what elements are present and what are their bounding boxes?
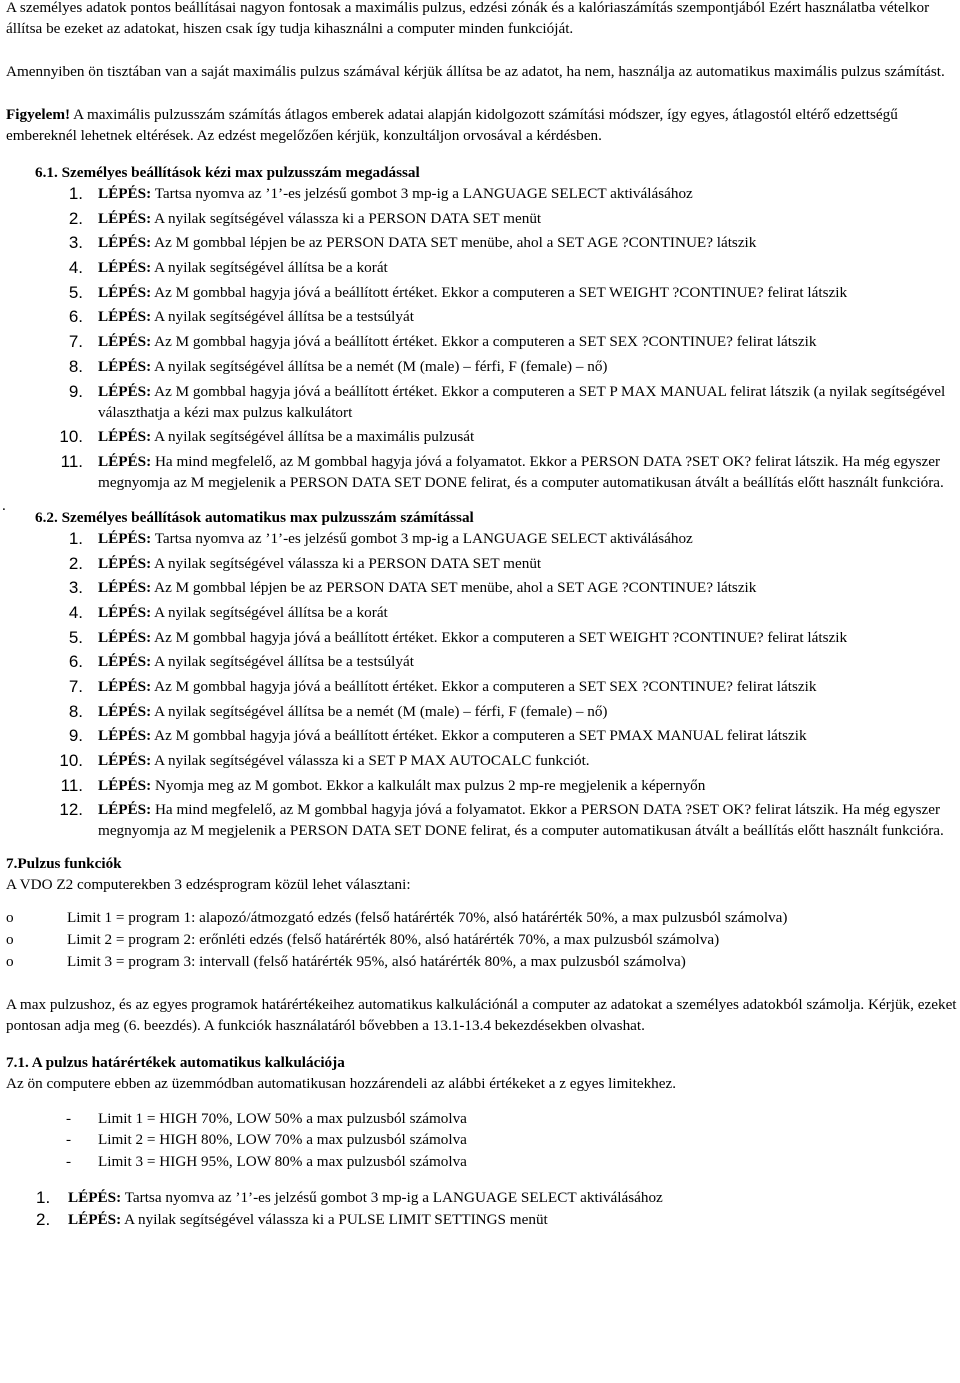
section-6-2 [2, 496, 958, 842]
step-text: A nyilak segítségével állítsa be a maximális pulzusát [151, 428, 475, 446]
list-item [6, 1209, 958, 1230]
bullet-icon: o [6, 953, 14, 971]
step-text: Az M gombbal hagyja jóvá a beállított értéket. Ekkor a computeren a SET WEIGHT ?CONTINUE? felirat látszik [151, 283, 848, 301]
step-number: 2. [68, 553, 83, 573]
dash-icon: - [66, 1152, 72, 1170]
step-label: LÉPÉS: [98, 702, 152, 720]
step-number: 4. [68, 602, 83, 622]
step-text: Nyomja meg az M gombot. Ekkor a kalkulált max pulzus 2 mp-re megjelenik a képernyőn [151, 776, 706, 794]
step-text: A nyilak segítségével állítsa be a korát [151, 603, 388, 621]
step-number: 5. [68, 627, 83, 647]
section-7-paragraph: A max pulzushoz, és az egyes programok határértékeihez automatikus kalkulációnál a computer az adatokat a személyes adatokból számolja. Kérjük, ezeket pontosan adja meg (6. beezdés). A funkciók használatáról bővebben a 13.1-13.4 bekezdésekben olvashat. [6, 996, 957, 1035]
section-7-1-intro: Az ön computere ebben az üzemmódban automatikusan hozzárendeli az alábbi értékeket a z egyes limitekhez. [6, 1075, 677, 1093]
step-text: Tartsa nyomva az ’1’-es jelzésű gombot 3 mp-ig a LANGUAGE SELECT aktiválásához [151, 185, 693, 202]
step-number: 7. [68, 332, 83, 352]
step-item [35, 208, 958, 229]
step-text: A nyilak segítségével állítsa be a nemét (M (male) – férfi, F (female) – nő) [151, 357, 608, 375]
step-text: A nyilak segítségével állítsa be a korát [151, 259, 388, 277]
step-item [35, 331, 958, 352]
step-item [35, 651, 958, 672]
step-item [35, 356, 958, 377]
step-number: 9. [68, 381, 83, 401]
program-text: Limit 3 = program 3: intervall (felső határérték 95%, alsó határérték 80%, a max pulzusból számolva) [67, 953, 686, 971]
step-text: Az M gombbal hagyja jóvá a beállított értéket. Ekkor a computeren a SET SEX ?CONTINUE? felirat látszik [151, 678, 817, 695]
step-label: LÉPÉS: [68, 1188, 122, 1206]
dash-icon: - [66, 1110, 72, 1128]
step-label: LÉPÉS: [98, 209, 152, 227]
step-item [35, 257, 958, 278]
step-number: 6. [68, 307, 83, 327]
step-number: 8. [68, 356, 83, 376]
step-number: 3. [68, 233, 83, 253]
bullet-icon: o [6, 931, 14, 949]
section-7-1-title: 7.1. A pulzus határértékek automatikus kalkulációja [6, 1054, 345, 1072]
step-item [35, 381, 958, 423]
step-item [35, 602, 958, 623]
step-number: 11. [60, 775, 83, 795]
limit-list [6, 1108, 958, 1172]
section-6-1 [35, 162, 958, 493]
step-label: LÉPÉS: [98, 579, 152, 597]
step-label: LÉPÉS: [98, 554, 152, 572]
step-number: 10. [59, 751, 83, 771]
list-item [6, 1108, 958, 1129]
step-label: LÉPÉS: [98, 653, 152, 671]
stray-dot: . [2, 496, 6, 514]
step-item [35, 627, 958, 648]
step-text: Az M gombbal hagyja jóvá a beállított értéket. Ekkor a computeren a SET P MAX MANUAL felirat látszik (a nyilak segítségével választhatja a kézi max pulzus kalkulátort [98, 382, 946, 421]
step-label: LÉPÉS: [98, 752, 152, 770]
limit-text: Limit 1 = HIGH 70%, LOW 50% a max pulzusból számolva [98, 1110, 467, 1128]
step-label: LÉPÉS: [98, 308, 152, 326]
step-text: A nyilak segítségével állítsa be a testsúlyát [151, 308, 414, 326]
list-item [6, 929, 958, 950]
step-label: LÉPÉS: [98, 283, 152, 301]
step-label: LÉPÉS: [98, 678, 152, 695]
program-list [6, 907, 958, 972]
section-6-2-title: 6.2. Személyes beállítások automatikus max pulzusszám számítással [35, 508, 474, 526]
step-item [35, 183, 958, 204]
step-item [35, 676, 958, 697]
step-item [35, 701, 958, 722]
step-text: Tartsa nyomva az ’1’-es jelzésű gombot 3 mp-ig a LANGUAGE SELECT aktiválásához [151, 529, 693, 547]
step-label: LÉPÉS: [98, 529, 152, 547]
step-text: A nyilak segítségével válassza ki a PERSON DATA SET menüt [151, 554, 542, 572]
program-text: Limit 2 = program 2: erőnléti edzés (felső határérték 80%, alsó határérték 70%, a max pulzusból számolva) [67, 931, 720, 949]
bullet-icon: o [6, 909, 14, 927]
step-item [35, 775, 958, 796]
step-label: LÉPÉS: [98, 185, 152, 202]
step-text: Ha mind megfelelő, az M gombbal hagyja jóvá a folyamatot. Ekkor a PERSON DATA ?SET OK? felirat látszik. Ha még egyszer megnyomja az M megjelenik a PERSON DATA SET DONE felirat, és a computer automatikusan átvált a beállítás előtt használt funkcióra. [98, 452, 944, 491]
list-item [6, 1187, 958, 1208]
list-item [6, 1129, 958, 1150]
step-number: 1. [68, 528, 83, 548]
step-text: Az M gombbal hagyja jóvá a beállított értéket. Ekkor a computeren a SET SEX ?CONTINUE? felirat látszik [151, 333, 817, 351]
list-item [6, 907, 958, 928]
document-page [2, 0, 958, 1232]
step-number: 11. [60, 451, 83, 471]
step-label: LÉPÉS: [98, 382, 152, 400]
section-6-1-title: 6.1. Személyes beállítások kézi max pulzusszám megadással [35, 164, 420, 181]
step-text: A nyilak segítségével válassza ki a PULSE LIMIT SETTINGS menüt [121, 1211, 548, 1229]
step-item [35, 553, 958, 574]
step-text: Az M gombbal lépjen be az PERSON DATA SET menübe, ahol a SET AGE ?CONTINUE? látszik [151, 234, 757, 252]
step-item [35, 725, 958, 746]
step-label: LÉPÉS: [98, 727, 152, 745]
step-label: LÉPÉS: [98, 333, 152, 351]
step-number: 9. [68, 726, 83, 746]
step-number: 2. [68, 208, 83, 228]
step-label: LÉPÉS: [98, 776, 152, 794]
section-7 [6, 853, 958, 1036]
step-item [35, 306, 958, 327]
step-label: LÉPÉS: [68, 1211, 122, 1229]
step-number: 8. [68, 701, 83, 721]
step-number: 4. [68, 258, 83, 278]
intro-paragraph-1: A személyes adatok pontos beállításai nagyon fontosak a maximális pulzus, edzési zónák és a kalóriaszámítás szempontjából Ezért használatba vételkor állítsa be ezeket az adatokat, hiszen csak így tudja kihasználni a computer minden funkcióját. [6, 0, 930, 37]
intro-paragraph-2: Amennyiben ön tisztában van a saját maximális pulzus számával kérjük állítsa be az adatot, ha nem, használja az automatikus maximális pulzus számítást. [6, 63, 945, 80]
program-text: Limit 1 = program 1: alapozó/átmozgató edzés (felső határérték 70%, alsó határérték 50%, a max pulzusból számolva) [67, 909, 788, 927]
step-text: A nyilak segítségével állítsa be a nemét (M (male) – férfi, F (female) – nő) [151, 702, 608, 720]
step-label: LÉPÉS: [98, 234, 152, 252]
step-label: LÉPÉS: [98, 428, 152, 446]
step-text: Ha mind megfelelő, az M gombbal hagyja jóvá a folyamatot. Ekkor a PERSON DATA ?SET OK? felirat látszik. Ha még egyszer megnyomja az M megjelenik a PERSON DATA SET DONE felirat, és a computer automatikusan átvált a beállítás előtt használt funkcióra. [98, 801, 944, 840]
step-item [35, 750, 958, 771]
list-item [6, 1151, 958, 1172]
step-label: LÉPÉS: [98, 452, 152, 470]
step-text: Az M gombbal hagyja jóvá a beállított értéket. Ekkor a computeren a SET WEIGHT ?CONTINUE? felirat látszik [151, 628, 848, 646]
step-item [35, 426, 958, 447]
section-7-intro: A VDO Z2 computerekben 3 edzésprogram közül lehet választani: [6, 876, 411, 894]
step-number: 3. [68, 578, 83, 598]
step-label: LÉPÉS: [98, 603, 152, 621]
step-item [35, 451, 958, 493]
step-text: Tartsa nyomva az ’1’-es jelzésű gombot 3 mp-ig a LANGUAGE SELECT aktiválásához [121, 1188, 663, 1206]
step-item [35, 282, 958, 303]
section-6-1-steps [35, 183, 958, 493]
step-number: 2. [36, 1210, 51, 1230]
warning-label: Figyelem! [6, 106, 71, 123]
step-text: A nyilak segítségével állítsa be a testsúlyát [151, 653, 414, 671]
step-item [35, 799, 958, 841]
section-6-2-steps [35, 528, 958, 842]
step-item [35, 232, 958, 253]
limit-text: Limit 3 = HIGH 95%, LOW 80% a max pulzusból számolva [98, 1152, 467, 1170]
step-number: 1. [68, 184, 83, 203]
section-7-1-steps [6, 1187, 958, 1231]
step-label: LÉPÉS: [98, 357, 152, 375]
step-text: A nyilak segítségével válassza ki a SET P MAX AUTOCALC funkciót. [151, 752, 590, 770]
section-7-1 [6, 1052, 958, 1230]
step-number: 12. [59, 800, 83, 820]
step-number: 7. [68, 677, 83, 696]
dash-icon: - [66, 1131, 72, 1149]
step-number: 6. [68, 652, 83, 672]
step-label: LÉPÉS: [98, 628, 152, 646]
step-number: 10. [59, 427, 83, 447]
warning-paragraph [6, 104, 958, 146]
step-label: LÉPÉS: [98, 801, 152, 819]
step-number: 1. [36, 1187, 51, 1207]
step-label: LÉPÉS: [98, 259, 152, 277]
step-text: Az M gombbal hagyja jóvá a beállított értéket. Ekkor a computeren a SET PMAX MANUAL felirat látszik [151, 727, 807, 745]
step-number: 5. [68, 282, 83, 302]
step-item [35, 528, 958, 549]
step-text: Az M gombbal lépjen be az PERSON DATA SET menübe, ahol a SET AGE ?CONTINUE? látszik [151, 579, 757, 597]
list-item [6, 951, 958, 972]
warning-text: A maximális pulzusszám számítás átlagos emberek adatai alapján kidolgozott számítási módszer, így egyes, átlagostól eltérő edzettségű embereknél lehetnek eltérések. Az edzést megelőzően kérjük, konzultáljon orvosával a kérdésben. [6, 106, 898, 144]
section-7-title: 7.Pulzus funkciók [6, 855, 122, 873]
limit-text: Limit 2 = HIGH 80%, LOW 70% a max pulzusból számolva [98, 1131, 467, 1149]
step-text: A nyilak segítségével válassza ki a PERSON DATA SET menüt [151, 209, 542, 227]
step-item [35, 577, 958, 598]
